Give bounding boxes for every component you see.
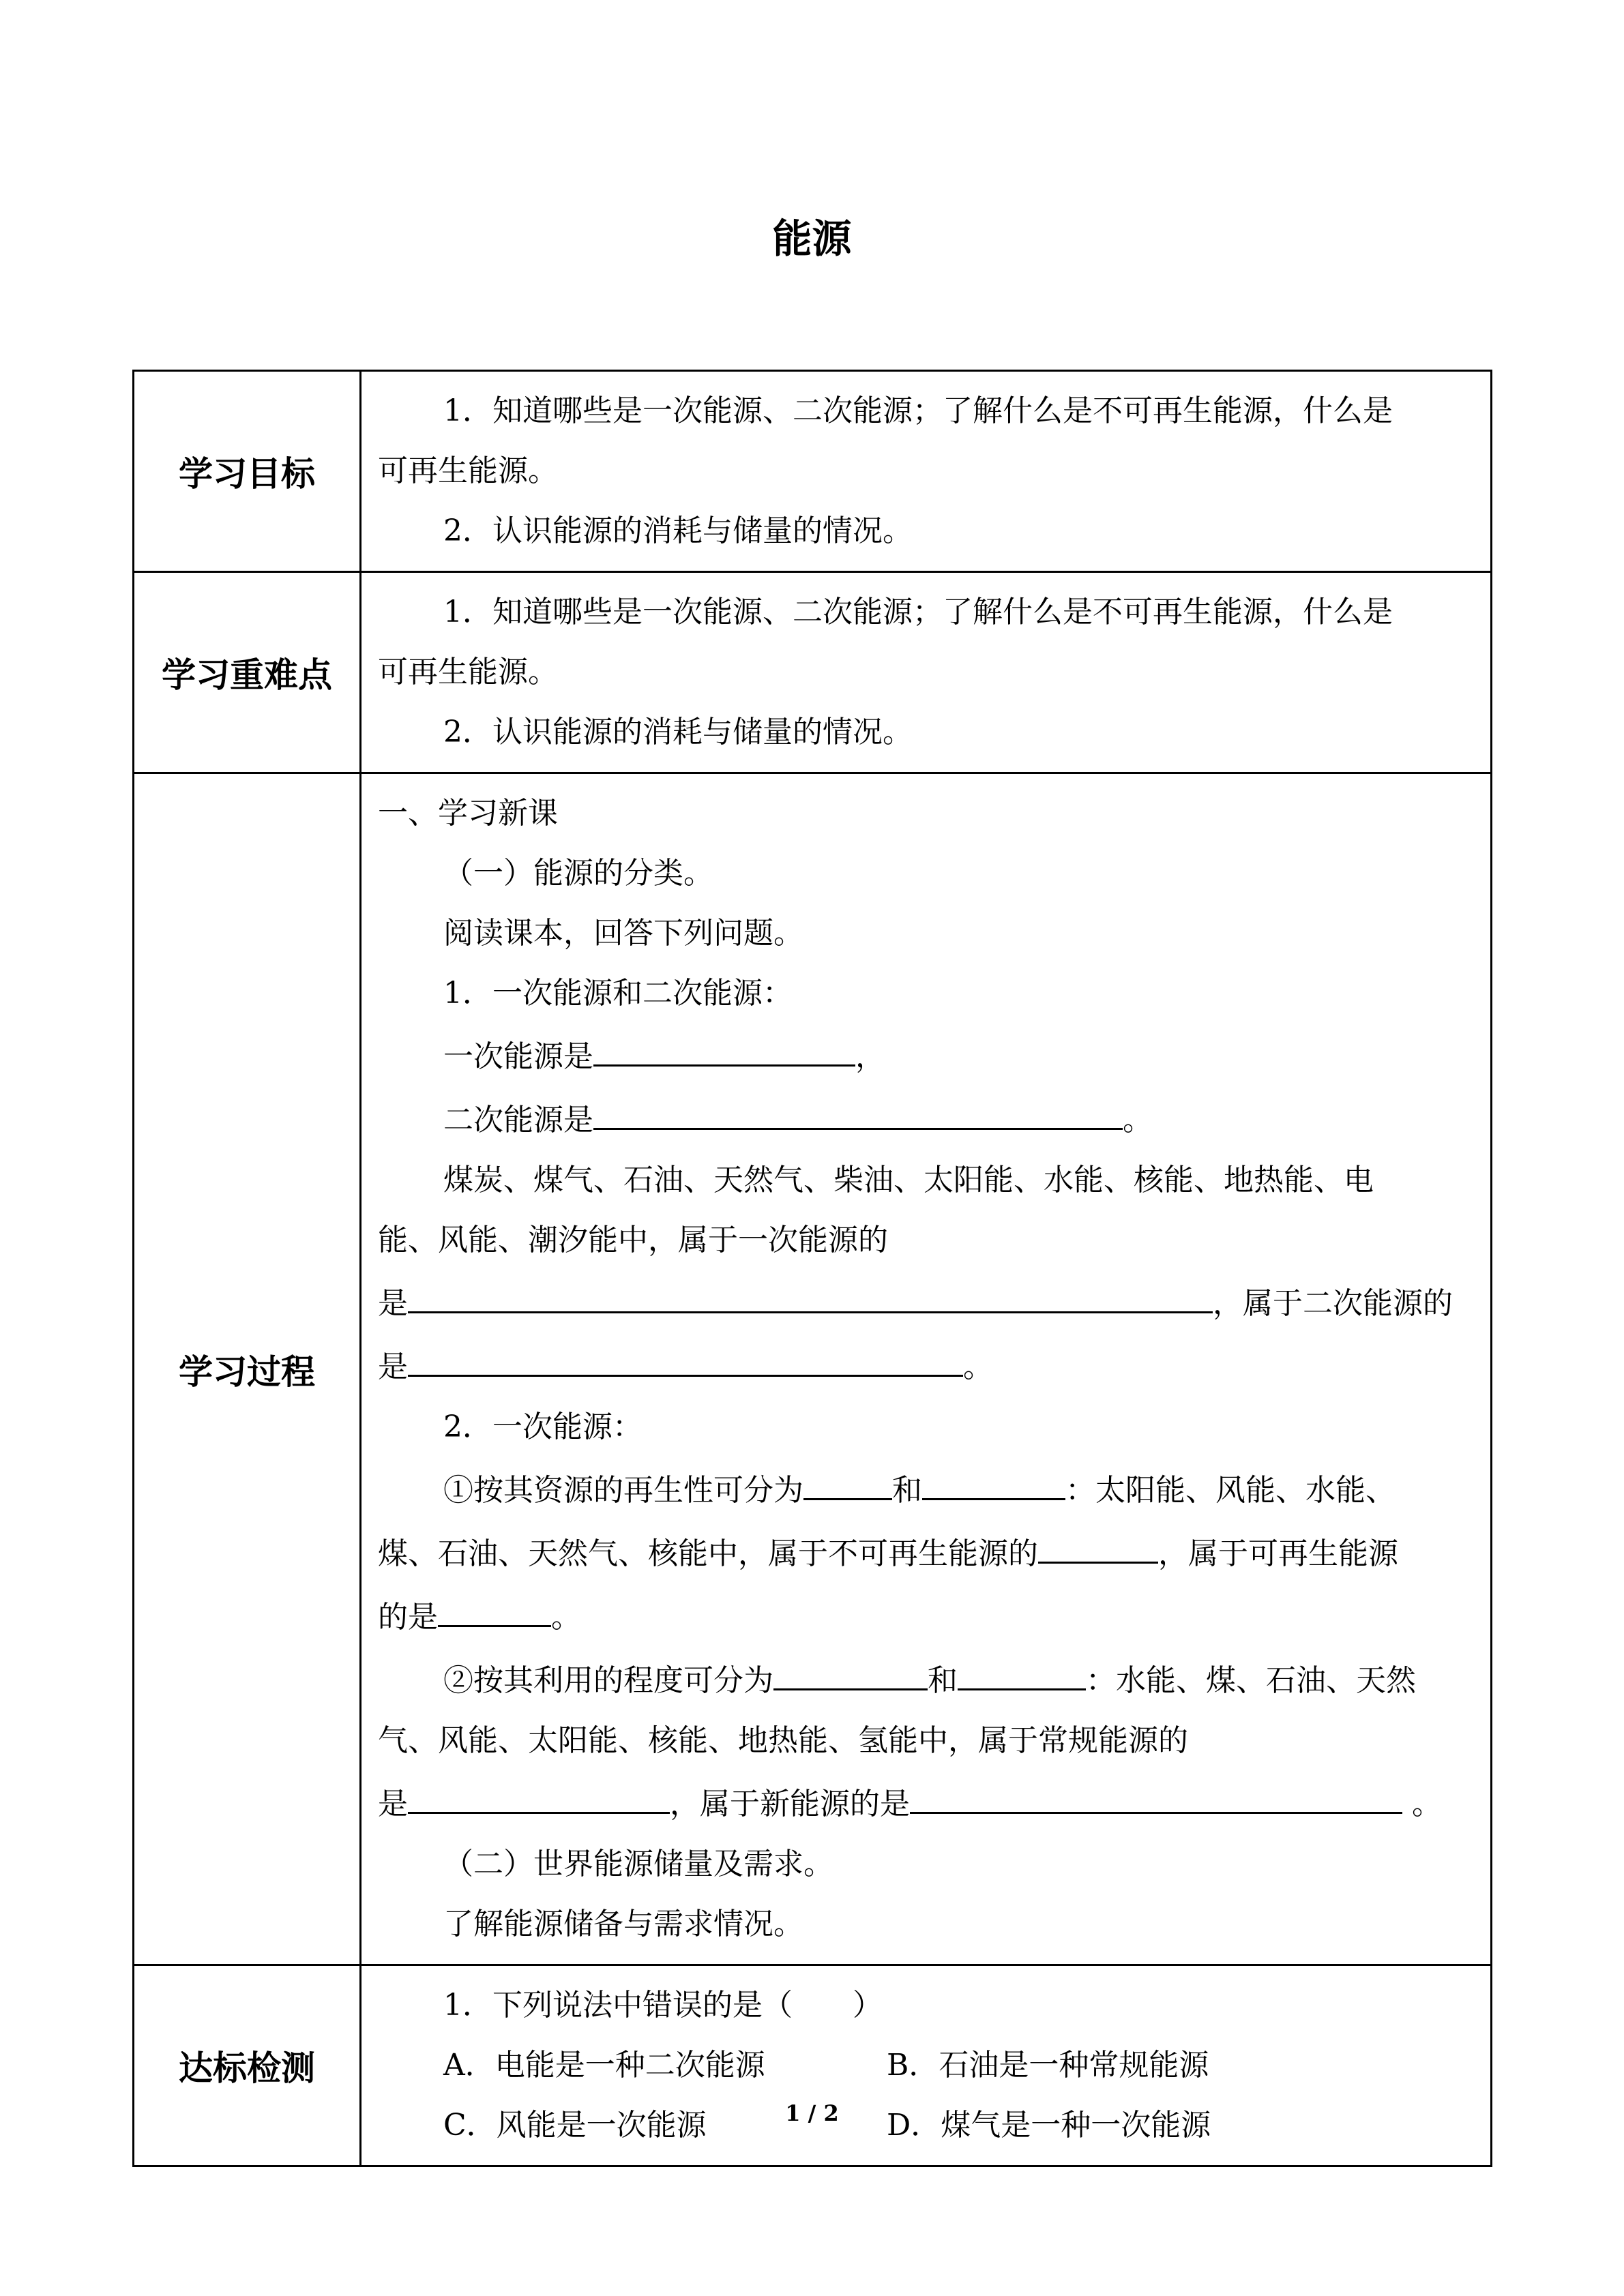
secondary-def-blank[interactable] (593, 1087, 1123, 1130)
key-points-item-1a: 1．知道哪些是一次能源、二次能源；了解什么是不可再生能源，什么是 (443, 595, 1393, 629)
usage-and: 和 (928, 1663, 958, 1698)
is-text-1: 是 (378, 1286, 408, 1321)
usage-text-e: ，属于新能源的是 (670, 1787, 910, 1821)
usage-line-2: 气、风能、太阳能、核能、地热能、氢能中，属于常规能源的 (378, 1723, 1188, 1758)
worksheet-table (132, 370, 1492, 2167)
key-points-content (361, 572, 1492, 773)
process-q1: 1．一次能源和二次能源： (443, 976, 793, 1011)
primary-def-line (378, 1024, 1474, 1087)
renew-text-b: ：太阳能、风能、水能、 (1065, 1473, 1396, 1508)
usage-text-f: 。 (1402, 1787, 1442, 1821)
process-sub-2: （二）世界能源储量及需求。 (443, 1847, 833, 1881)
renew-blank-3[interactable] (438, 1584, 551, 1627)
primary-def-text: 一次能源是 (443, 1039, 593, 1074)
secondary-def-line (378, 1087, 1474, 1150)
usage-line-1 (378, 1648, 1474, 1711)
option-c[interactable]: C．风能是一次能源 (443, 2108, 707, 2143)
process-read: 阅读课本，回答下列问题。 (443, 916, 803, 951)
primary-list-blank[interactable] (408, 1270, 1213, 1313)
secondary-answer-line (378, 1334, 1474, 1397)
usage-blank-1[interactable] (773, 1648, 928, 1690)
process-sub-1: （一）能源的分类。 (443, 856, 713, 891)
process-section-1: 一、学习新课 (378, 796, 558, 831)
secondary-list-blank[interactable] (408, 1334, 963, 1377)
new-energy-blank[interactable] (910, 1771, 1402, 1814)
process-content (361, 773, 1492, 1965)
key-points-item-1b: 可再生能源。 (378, 655, 558, 689)
primary-def-end: ， (855, 1039, 885, 1074)
objectives-label: 学习目标 (134, 371, 361, 572)
renew-blank-2[interactable] (922, 1457, 1065, 1500)
option-d[interactable]: D．煤气是一种一次能源 (887, 2108, 1211, 2143)
energy-list-1: 煤炭、煤气、石油、天然气、柴油、太阳能、水能、核能、地热能、电 (443, 1163, 1374, 1197)
usage-text-d: 是 (378, 1787, 408, 1821)
primary-def-blank[interactable] (593, 1024, 855, 1067)
test-content (361, 1965, 1492, 2166)
test-options-ab (378, 2036, 1474, 2096)
secondary-def-text: 二次能源是 (443, 1103, 593, 1137)
renew-text-c: 煤、石油、天然气、核能中，属于不可再生能源的 (378, 1536, 1038, 1571)
test-q1: 1．下列说法中错误的是（ ） (443, 1988, 883, 2023)
nonrenew-blank[interactable] (1038, 1521, 1158, 1564)
key-points-label: 学习重难点 (134, 572, 361, 773)
secondary-answer-end: 。 (963, 1350, 993, 1384)
usage-text-b: ：水能、煤、石油、天然 (1086, 1663, 1416, 1698)
usage-blank-2[interactable] (958, 1648, 1086, 1690)
process-row (134, 773, 1492, 1965)
renew-text-f: 。 (551, 1600, 581, 1635)
renew-line-2 (378, 1521, 1474, 1584)
option-b[interactable]: B．石油是一种常规能源 (887, 2048, 1209, 2083)
test-row (134, 1965, 1492, 2166)
key-points-row (134, 572, 1492, 773)
primary-answer-line (378, 1270, 1474, 1334)
renew-and: 和 (892, 1473, 922, 1508)
is-text-2: 是 (378, 1350, 408, 1384)
energy-list-2: 能、风能、潮汐能中，属于一次能源的 (378, 1223, 888, 1257)
key-points-item-2: 2．认识能源的消耗与储量的情况。 (443, 715, 913, 749)
renew-line-1 (378, 1457, 1474, 1521)
process-label: 学习过程 (134, 773, 361, 1965)
secondary-def-end: 。 (1123, 1103, 1153, 1137)
renew-text-d: ，属于可再生能源 (1158, 1536, 1398, 1571)
usage-text-a: ②按其利用的程度可分为 (443, 1663, 773, 1698)
renew-text-a: ①按其资源的再生性可分为 (443, 1473, 803, 1508)
renew-text-e: 的是 (378, 1600, 438, 1635)
process-understand: 了解能源储备与需求情况。 (443, 1907, 803, 1941)
test-label: 达标检测 (134, 1965, 361, 2166)
page-number: 1 / 2 (785, 2100, 839, 2126)
page-title: 能源 (772, 215, 852, 262)
usage-line-3 (378, 1771, 1474, 1834)
objectives-item-2: 2．认识能源的消耗与储量的情况。 (443, 513, 913, 548)
renew-blank-1[interactable] (803, 1457, 892, 1500)
renew-line-3 (378, 1584, 1474, 1648)
option-a[interactable]: A．电能是一种二次能源 (443, 2048, 765, 2083)
objectives-item-1b: 可再生能源。 (378, 453, 558, 488)
process-q2: 2．一次能源： (443, 1410, 643, 1444)
objectives-content (361, 371, 1492, 572)
belongs-secondary-text: ，属于二次能源的 (1213, 1286, 1453, 1321)
conventional-blank[interactable] (408, 1771, 670, 1814)
objectives-item-1a: 1．知道哪些是一次能源、二次能源；了解什么是不可再生能源，什么是 (443, 393, 1393, 428)
objectives-row (134, 371, 1492, 572)
